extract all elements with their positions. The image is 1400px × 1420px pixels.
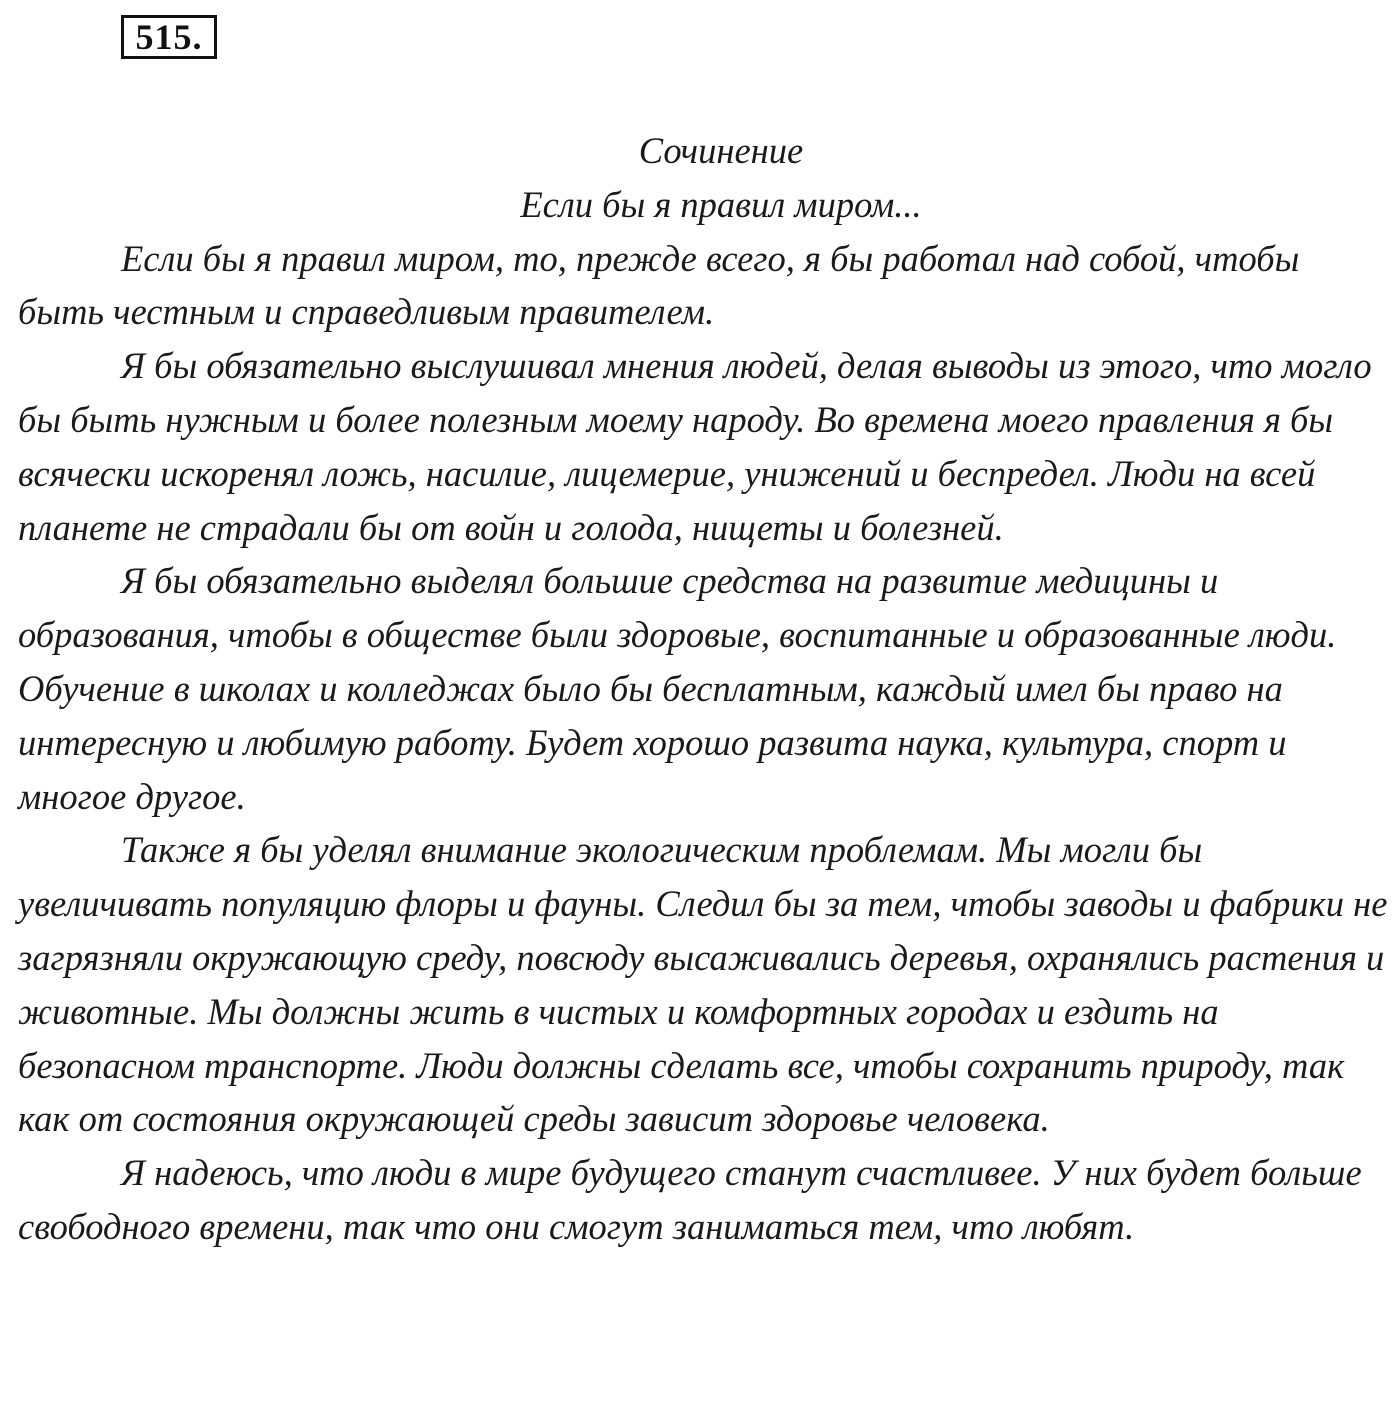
essay-paragraph: Я бы обязательно выделял большие средства на развитие медицины и образования, чтобы в обществе были здоровые, воспитанные и образованные люди. Обучение в школах и колледжах было бы бесплатным, каждый имел бы право на интересную и любимую работу. Будет хорошо развита наука, культура, спорт и многое другое. bbox=[18, 560, 1337, 817]
essay-paragraph: Я надеюсь, что люди в мире будущего станут счастливее. У них будет больше свободного времени, так что они смогут заниматься тем, что любят. bbox=[18, 1152, 1362, 1247]
essay-title: Если бы я правил миром... bbox=[520, 183, 922, 225]
essay-genre: Сочинение bbox=[638, 130, 804, 171]
essay-paragraph: Также я бы уделял внимание экологическим проблемам. Мы могли бы увеличивать популяцию флоры и фауны. Следил бы за тем, чтобы заводы и фабрики не загрязняли окружающую среду, повсюду высаживались деревья, охранялись растения и животные. Мы должны жить в чистых и комфортных городах и ездить на безопасном транспорте. Люди должны сделать все, чтобы сохранить природу, так как от состояния окружающей среды зависит здоровье человека. bbox=[18, 829, 1388, 1140]
essay-paragraph: Если бы я правил миром, то, прежде всего, я бы работал над собой, чтобы быть честным и справедливым правителем. bbox=[18, 237, 1300, 333]
essay bbox=[18, 124, 1388, 1254]
essay-paragraph: Я бы обязательно выслушивал мнения людей, делая выводы из этого, что могло бы быть нужным и более полезным моему народу. Во времена моего правления я бы всячески искоренял ложь, насилие, лицемерие, унижений и беспредел. Люди на всей планете не страдали бы от войн и голода, нищеты и болезней. bbox=[18, 345, 1372, 548]
exercise-number: 515. bbox=[121, 15, 217, 59]
